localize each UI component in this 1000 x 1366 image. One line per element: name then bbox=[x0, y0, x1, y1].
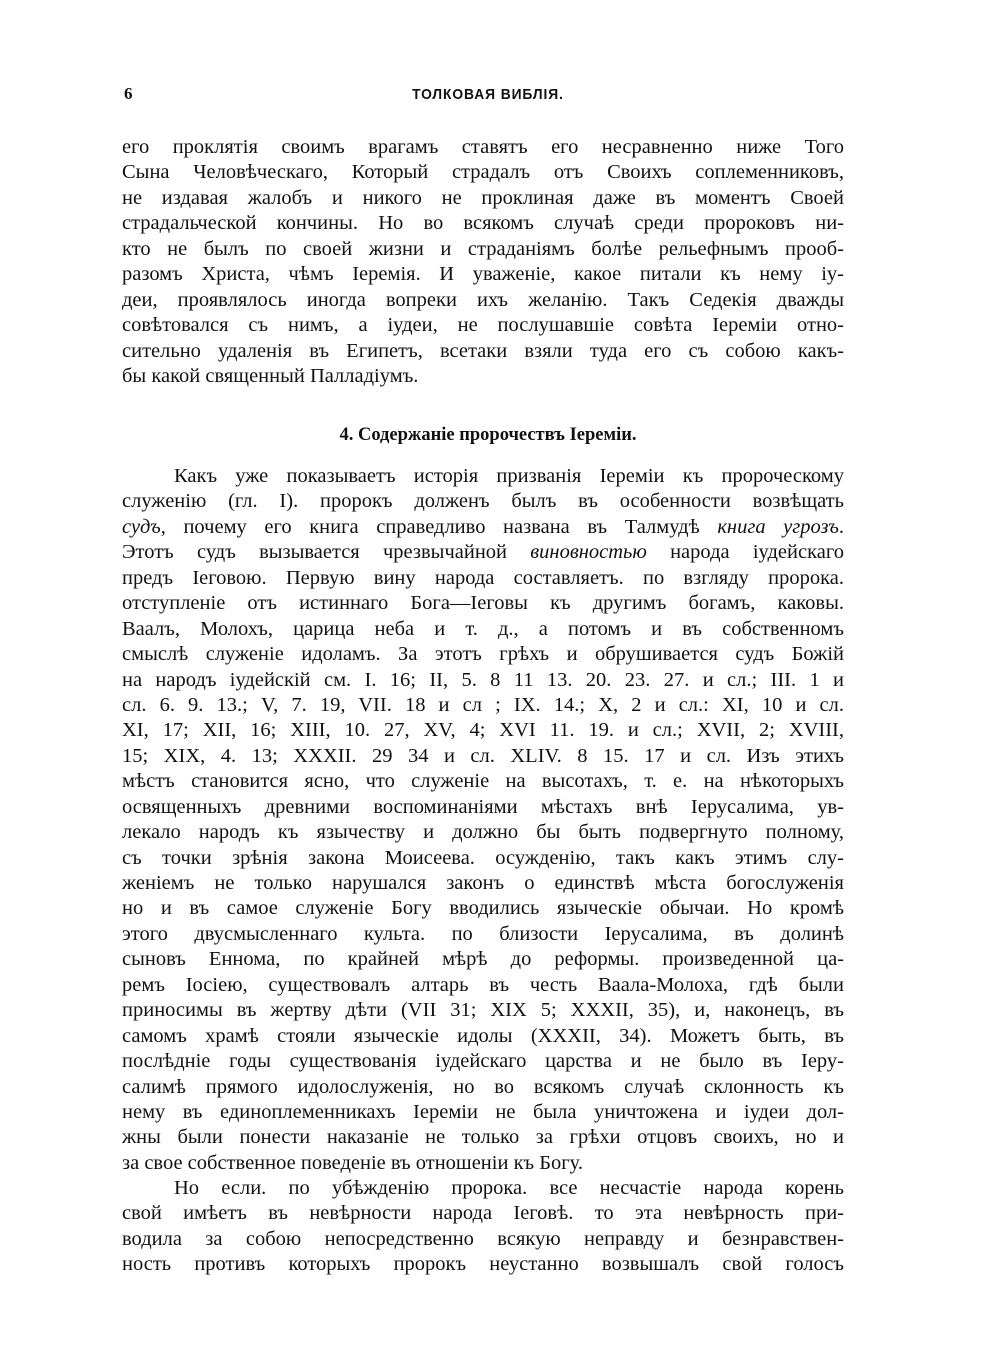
text-segment: сительно удаленія въ Египетъ, всетаки взяли туда его съ собою какъ- bbox=[122, 339, 844, 362]
text-line bbox=[122, 974, 844, 999]
text-segment: самомъ храмѣ стояли языческіе идолы (XXXII, 34). Можетъ быть, въ bbox=[122, 1024, 844, 1047]
text-segment: на народъ іудейскій см. I. 16; II, 5. 8 11 13. 20. 23. 27. и сл.; III. 1 и bbox=[122, 668, 844, 691]
paragraph-1 bbox=[122, 136, 844, 390]
text-line bbox=[122, 1025, 844, 1050]
text-segment: Но если. по убѣжденію пророка. все несчастіе народа корень bbox=[174, 1177, 844, 1199]
text-line bbox=[122, 618, 844, 643]
text-segment: деи, проявлялось иногда вопреки ихъ желанію. Такъ Седекія дважды bbox=[122, 288, 844, 311]
text-line bbox=[122, 365, 844, 390]
text-segment: сыновъ Еннома, по крайней мѣрѣ до реформы. произведенной ца- bbox=[122, 948, 844, 971]
text-segment: предъ Іеговою. Первую вину народа составляетъ. по взгляду пророка. bbox=[122, 566, 844, 589]
text-segment: за свое собственное поведеніе въ отношеніи къ Богу. bbox=[122, 1151, 584, 1174]
text-line bbox=[122, 694, 844, 719]
text-line bbox=[122, 1050, 844, 1075]
text-segment: отступленіе отъ истиннаго Бога—Іеговы къ другимъ богамъ, каковы. bbox=[122, 592, 844, 615]
text-segment: бы какой священный Палладіумъ. bbox=[122, 364, 419, 387]
text-segment: освященныхъ древними воспоминаніями мѣстахъ внѣ Іерусалима, ув- bbox=[122, 795, 844, 818]
text-segment: водила за собою непосредственно всякую неправду и безнравствен- bbox=[122, 1227, 844, 1250]
text-segment: Какъ уже показываетъ исторія призванія Іереміи къ пророческому bbox=[174, 465, 844, 487]
text-line bbox=[122, 161, 844, 186]
text-segment: свой имѣетъ въ невѣрности народа Іеговѣ. то эта невѣрность при- bbox=[122, 1202, 844, 1225]
text-line bbox=[122, 1076, 844, 1101]
text-segment: сл. 6. 9. 13.; V, 7. 19, VII. 18 и сл ; IX. 14.; X, 2 и сл.: XI, 10 и сл. bbox=[122, 693, 844, 716]
text-segment: кто не былъ по своей жизни и страданіямъ болѣе рельефнымъ прооб- bbox=[122, 237, 844, 260]
text-line bbox=[122, 1228, 844, 1253]
italic-text: судъ bbox=[122, 515, 161, 538]
text-line bbox=[122, 314, 844, 339]
text-line bbox=[122, 948, 844, 973]
text-line bbox=[122, 1202, 844, 1227]
italic-text: книга угрозъ bbox=[717, 515, 839, 538]
text-segment: ность противъ которыхъ пророкъ неустанно возвышалъ свой голосъ bbox=[122, 1253, 844, 1276]
text-line bbox=[122, 897, 844, 922]
text-segment: Сына Человѣческаго, Который страдалъ отъ Своихъ соплеменниковъ, bbox=[122, 161, 844, 184]
text-segment: но и въ самое служеніе Богу вводились языческіе обычаи. Но кромѣ bbox=[122, 897, 844, 920]
text-line bbox=[122, 643, 844, 668]
text-line bbox=[122, 340, 844, 365]
text-segment: XI, 17; XII, 16; XIII, 10. 27, XV, 4; XVI 11. 19. и сл.; XVII, 2; XVIII, bbox=[122, 719, 844, 742]
text-segment: служенію (гл. I). пророкъ долженъ былъ въ особенности возвѣщать bbox=[122, 490, 844, 513]
text-line bbox=[122, 796, 844, 821]
text-line bbox=[122, 669, 844, 694]
running-title: ТОЛКОВАЯ ВИБЛІЯ. bbox=[412, 86, 564, 103]
text-line bbox=[122, 289, 844, 314]
paragraph-2 bbox=[122, 465, 844, 1177]
text-segment: народа іудейскаго bbox=[646, 541, 844, 564]
text-line bbox=[122, 465, 844, 490]
text-segment: этого двусмысленнаго культа. по близости Іерусалима, въ долинѣ bbox=[122, 922, 844, 945]
section-heading: 4. Содержаніе пророчествъ Іереміи. bbox=[339, 425, 637, 445]
text-line bbox=[122, 1253, 844, 1278]
text-line bbox=[122, 745, 844, 770]
text-segment: его проклятія своимъ врагамъ ставятъ его несравненно ниже Того bbox=[122, 136, 844, 158]
text-line bbox=[122, 999, 844, 1024]
text-line bbox=[122, 872, 844, 897]
text-segment: Этотъ судъ вызывается чрезвычайной bbox=[122, 541, 531, 564]
page-number: 6 bbox=[124, 84, 133, 103]
text-segment: нему въ единоплеменникахъ Іереміи не была уничтожена и іудеи дол- bbox=[122, 1100, 844, 1123]
text-line bbox=[122, 1177, 844, 1202]
text-line bbox=[122, 567, 844, 592]
italic-text: виновностью bbox=[530, 541, 647, 564]
text-segment: женіемъ не только нарушался законъ о единствѣ мѣста богослуженія bbox=[122, 872, 844, 894]
text-segment: не издавая жалобъ и никого не проклиная даже въ моментъ Своей bbox=[122, 186, 844, 209]
text-line bbox=[122, 212, 844, 237]
text-segment: послѣдніе годы существованія іудейскаго царства и не было въ Іеру- bbox=[122, 1050, 844, 1073]
text-segment: съ точки зрѣнія закона Моисеева. осужденію, такъ какъ этимъ слу- bbox=[122, 846, 844, 869]
text-line bbox=[122, 516, 844, 541]
text-segment: разомъ Христа, чѣмъ Іеремія. И уваженіе, какое питали къ нему іу- bbox=[122, 263, 844, 286]
text-segment: совѣтовался съ нимъ, а іудеи, не послушавшіе совѣта Іереміи отно- bbox=[122, 314, 844, 337]
text-line bbox=[122, 592, 844, 617]
text-line bbox=[122, 187, 844, 212]
text-line bbox=[122, 923, 844, 948]
text-line bbox=[122, 541, 844, 566]
paragraph-3 bbox=[122, 1177, 844, 1279]
text-segment: лекало народъ къ язычеству и должно бы быть подвергнуто полному, bbox=[122, 821, 844, 844]
text-segment: страдальческой кончины. Но во всякомъ случаѣ среди пророковъ ни- bbox=[122, 212, 844, 235]
text-line bbox=[122, 770, 844, 795]
text-line bbox=[122, 490, 844, 515]
text-segment: Ваалъ, Молохъ, царица неба и т. д., а потомъ и въ собственномъ bbox=[122, 617, 844, 640]
text-segment: жны были понести наказаніе не только за грѣхи отцовъ своихъ, но и bbox=[122, 1126, 844, 1149]
text-line bbox=[122, 821, 844, 846]
text-segment: салимѣ прямого идолослуженія, но во всякомъ случаѣ склонность къ bbox=[122, 1075, 844, 1098]
text-line bbox=[122, 263, 844, 288]
text-segment: 15; XIX, 4. 13; XXXII. 29 34 и сл. XLIV. 8 15. 17 и сл. Изъ этихъ bbox=[122, 744, 844, 767]
text-line bbox=[122, 136, 844, 161]
text-segment: мѣстъ становится ясно, что служеніе на высотахъ, т. е. на нѣкоторыхъ bbox=[122, 770, 844, 793]
text-segment: приносимы въ жертву дѣти (VII 31; XIX 5; XXXII, 35), и, наконецъ, въ bbox=[122, 999, 844, 1022]
text-line bbox=[122, 1126, 844, 1151]
text-segment: . bbox=[838, 515, 844, 538]
text-line bbox=[122, 1152, 844, 1177]
text-line bbox=[122, 847, 844, 872]
text-line bbox=[122, 238, 844, 263]
text-segment: , почему его книга справедливо названа въ Талмудѣ bbox=[160, 515, 718, 538]
text-line bbox=[122, 719, 844, 744]
text-line bbox=[122, 1101, 844, 1126]
text-segment: смыслѣ служеніе идоламъ. За этотъ грѣхъ и обрушивается судъ Божій bbox=[122, 643, 844, 666]
text-segment: ремъ Іосіею, существовалъ алтарь въ честь Ваала-Молоха, гдѣ были bbox=[122, 973, 844, 996]
